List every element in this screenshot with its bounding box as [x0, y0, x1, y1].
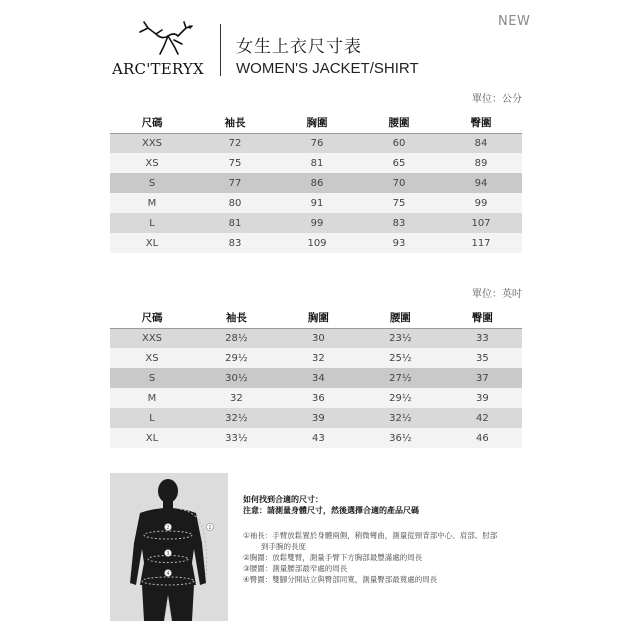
unit-label-cm: 單位：公分 [472, 94, 522, 105]
guide-note: 注意：請測量身體尺寸，然後選擇合適的產品尺碼 [243, 506, 419, 515]
sleeve-cell: 28½ [194, 328, 279, 348]
hip-cell: 107 [440, 213, 522, 233]
chest-cell: 99 [276, 213, 358, 233]
page-title-en: WOMEN'S JACKET/SHIRT [236, 60, 419, 77]
header-hip: 臀圍 [470, 117, 492, 130]
size-cell: S [110, 173, 194, 193]
waist-cell: 36½ [358, 428, 443, 448]
sleeve-cell: 30½ [194, 368, 279, 388]
chest-cell: 43 [279, 428, 358, 448]
size-table-inch [110, 308, 522, 448]
size-cell: S [110, 368, 194, 388]
table-row [110, 328, 522, 348]
table-row [110, 193, 522, 213]
header-sleeve: 袖長 [225, 312, 247, 325]
header-sleeve: 袖長 [224, 117, 246, 130]
header-chest: 胸圍 [307, 312, 329, 325]
guide-item-sleeve [243, 530, 533, 552]
sleeve-cell: 83 [194, 233, 276, 253]
chest-cell: 39 [279, 408, 358, 428]
archaeopteryx-icon [134, 18, 196, 58]
size-cell: XXS [110, 328, 194, 348]
table-row [110, 173, 522, 193]
waist-cell: 60 [358, 133, 440, 153]
guide-item-chest: ②胸圍：放鬆雙臂，測量手臂下方胸部最豐滿處的周長 [243, 553, 423, 562]
header-waist: 腰圍 [388, 117, 410, 130]
svg-text:1: 1 [208, 525, 212, 531]
waist-cell: 93 [358, 233, 440, 253]
chest-cell: 32 [279, 348, 358, 368]
waist-cell: 32½ [358, 408, 443, 428]
header-size: 尺碼 [141, 117, 163, 130]
waist-cell: 70 [358, 173, 440, 193]
header-waist: 腰圍 [389, 312, 411, 325]
table-row [110, 233, 522, 253]
guide-item-waist: ③腰圍：測量腰部最窄處的周長 [243, 564, 348, 573]
waist-cell: 23½ [358, 328, 443, 348]
guide-item-continuation: 到手腕的長度 [261, 542, 306, 551]
size-cell: XL [110, 233, 194, 253]
sleeve-cell: 29½ [194, 348, 279, 368]
size-cell: XXS [110, 133, 194, 153]
header-divider [220, 24, 221, 76]
chest-cell: 109 [276, 233, 358, 253]
size-cell: M [110, 388, 194, 408]
hip-cell: 117 [440, 233, 522, 253]
chest-cell: 81 [276, 153, 358, 173]
waist-cell: 75 [358, 193, 440, 213]
waist-cell: 65 [358, 153, 440, 173]
waist-cell: 83 [358, 213, 440, 233]
sleeve-cell: 75 [194, 153, 276, 173]
arcteryx-logo [112, 18, 232, 80]
table-header-row [110, 308, 522, 328]
svg-text:2: 2 [166, 525, 170, 531]
sleeve-cell: 80 [194, 193, 276, 213]
size-cell: L [110, 213, 194, 233]
chest-cell: 30 [279, 328, 358, 348]
body-silhouette-icon [110, 473, 228, 621]
sleeve-cell: 32½ [194, 408, 279, 428]
chest-cell: 86 [276, 173, 358, 193]
table-row [110, 153, 522, 173]
page-title-zh: 女生上衣尺寸表 [236, 37, 362, 57]
size-cell: L [110, 408, 194, 428]
new-badge: NEW [498, 14, 531, 29]
table-row [110, 133, 522, 153]
guide-item-hip: ④臀圍：雙腳分開站立與臀部同寬，測量臀部最寬處的周長 [243, 575, 438, 584]
hip-cell: 46 [443, 428, 522, 448]
table-row [110, 428, 522, 448]
sleeve-cell: 77 [194, 173, 276, 193]
hip-cell: 89 [440, 153, 522, 173]
sleeve-cell: 32 [194, 388, 279, 408]
size-cell: XS [110, 348, 194, 368]
chest-cell: 91 [276, 193, 358, 213]
table-row [110, 408, 522, 428]
table-row [110, 348, 522, 368]
brand-wordmark: ARC'TERYX [112, 60, 204, 78]
sleeve-cell: 72 [194, 133, 276, 153]
waist-cell: 27½ [358, 368, 443, 388]
hip-cell: 42 [443, 408, 522, 428]
sleeve-cell: 33½ [194, 428, 279, 448]
hip-cell: 35 [443, 348, 522, 368]
guide-item-text: ①袖長：手臂放鬆置於身體兩側，稍微彎曲，測量從頸背部中心、肩部、肘部 [243, 531, 498, 540]
chest-cell: 76 [276, 133, 358, 153]
svg-text:4: 4 [166, 571, 170, 577]
chest-cell: 36 [279, 388, 358, 408]
header-chest: 胸圍 [306, 117, 328, 130]
hip-cell: 94 [440, 173, 522, 193]
guide-title: 如何找到合適的尺寸： [243, 495, 323, 504]
sleeve-cell: 81 [194, 213, 276, 233]
body-measurement-figure [110, 473, 228, 621]
header-hip: 臀圍 [471, 312, 493, 325]
size-cell: M [110, 193, 194, 213]
waist-cell: 29½ [358, 388, 443, 408]
hip-cell: 39 [443, 388, 522, 408]
table-row [110, 388, 522, 408]
table-row [110, 368, 522, 388]
table-row [110, 213, 522, 233]
size-cell: XS [110, 153, 194, 173]
header-size: 尺碼 [141, 312, 163, 325]
size-cell: XL [110, 428, 194, 448]
hip-cell: 99 [440, 193, 522, 213]
unit-label-inch: 單位：英吋 [472, 289, 522, 300]
hip-cell: 37 [443, 368, 522, 388]
table-header-row [110, 113, 522, 133]
hip-cell: 84 [440, 133, 522, 153]
hip-cell: 33 [443, 328, 522, 348]
measurement-guide [243, 494, 533, 585]
size-table-cm [110, 113, 522, 253]
waist-cell: 25½ [358, 348, 443, 368]
chest-cell: 34 [279, 368, 358, 388]
guide-list [243, 530, 533, 585]
svg-text:3: 3 [166, 551, 170, 557]
